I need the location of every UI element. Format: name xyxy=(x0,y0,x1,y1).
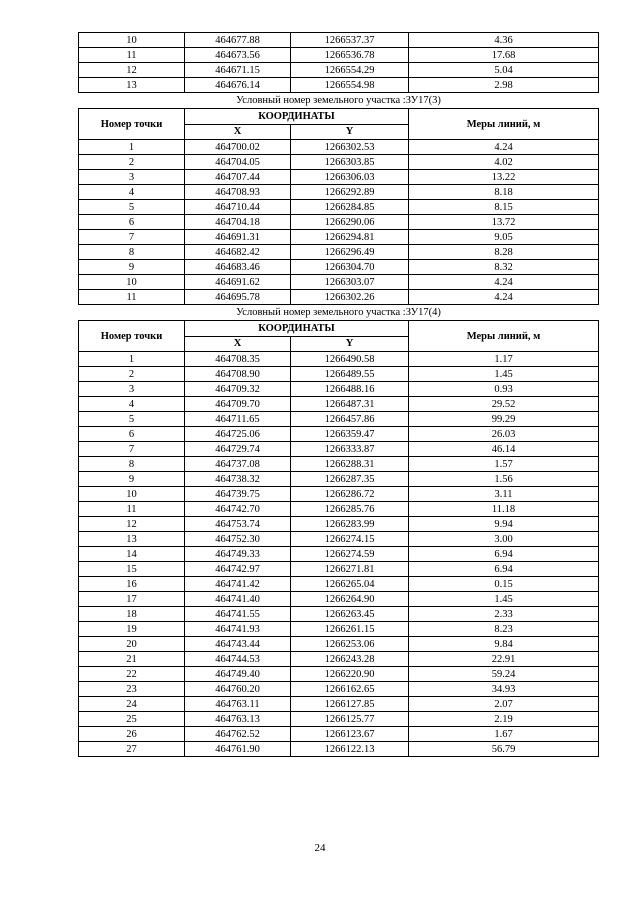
parcel3-section xyxy=(79,93,599,140)
y-coordinate-cell: 1266457.86 xyxy=(291,412,409,427)
table-row xyxy=(79,260,599,275)
line-measure-cell: 29.52 xyxy=(409,397,599,412)
x-coordinate-cell: 464749.33 xyxy=(185,547,291,562)
table-row xyxy=(79,427,599,442)
x-coordinate-cell: 464763.13 xyxy=(185,712,291,727)
point-number-cell: 24 xyxy=(79,697,185,712)
x-coordinate-cell: 464737.08 xyxy=(185,457,291,472)
line-measure-cell: 26.03 xyxy=(409,427,599,442)
x-coordinate-cell: 464741.55 xyxy=(185,607,291,622)
line-measures-header: Меры линий, м xyxy=(409,109,599,140)
x-coordinate-cell: 464708.93 xyxy=(185,185,291,200)
y-coordinate-cell: 1266288.31 xyxy=(291,457,409,472)
point-number-cell: 12 xyxy=(79,63,185,78)
point-number-cell: 4 xyxy=(79,397,185,412)
x-coordinate-cell: 464676.14 xyxy=(185,78,291,93)
point-number-cell: 20 xyxy=(79,637,185,652)
table-row xyxy=(79,140,599,155)
table-row xyxy=(79,637,599,652)
coordinates-header: КООРДИНАТЫ xyxy=(185,321,409,337)
x-coordinate-cell: 464682.42 xyxy=(185,245,291,260)
x-coordinate-cell: 464753.74 xyxy=(185,517,291,532)
x-coordinate-cell: 464708.90 xyxy=(185,367,291,382)
point-number-cell: 9 xyxy=(79,472,185,487)
table-row xyxy=(79,457,599,472)
line-measure-cell: 34.93 xyxy=(409,682,599,697)
table-row xyxy=(79,245,599,260)
table-row xyxy=(79,33,599,48)
y-coordinate-cell: 1266294.81 xyxy=(291,230,409,245)
line-measure-cell: 1.17 xyxy=(409,352,599,367)
x-coordinate-cell: 464708.35 xyxy=(185,352,291,367)
point-number-header: Номер точки xyxy=(79,321,185,352)
x-header: X xyxy=(185,124,291,140)
y-coordinate-cell: 1266274.59 xyxy=(291,547,409,562)
point-number-cell: 27 xyxy=(79,742,185,757)
point-number-cell: 8 xyxy=(79,245,185,260)
y-coordinate-cell: 1266220.90 xyxy=(291,667,409,682)
x-header: X xyxy=(185,336,291,352)
line-measure-cell: 9.84 xyxy=(409,637,599,652)
point-number-cell: 5 xyxy=(79,200,185,215)
point-number-header: Номер точки xyxy=(79,109,185,140)
x-coordinate-cell: 464707.44 xyxy=(185,170,291,185)
table-row xyxy=(79,562,599,577)
line-measure-cell: 2.33 xyxy=(409,607,599,622)
table-row xyxy=(79,592,599,607)
y-coordinate-cell: 1266537.37 xyxy=(291,33,409,48)
table-row xyxy=(79,275,599,290)
line-measure-cell: 9.05 xyxy=(409,230,599,245)
table-row xyxy=(79,215,599,230)
point-number-cell: 18 xyxy=(79,607,185,622)
line-measure-cell: 4.24 xyxy=(409,275,599,290)
x-coordinate-cell: 464749.40 xyxy=(185,667,291,682)
y-coordinate-cell: 1266359.47 xyxy=(291,427,409,442)
line-measure-cell: 22.91 xyxy=(409,652,599,667)
line-measure-cell: 8.32 xyxy=(409,260,599,275)
table-row xyxy=(79,577,599,592)
table-row xyxy=(79,185,599,200)
line-measure-cell: 17.68 xyxy=(409,48,599,63)
line-measure-cell: 4.02 xyxy=(409,155,599,170)
y-coordinate-cell: 1266304.70 xyxy=(291,260,409,275)
coordinates-table xyxy=(78,32,599,757)
x-coordinate-cell: 464709.32 xyxy=(185,382,291,397)
line-measure-cell: 1.57 xyxy=(409,457,599,472)
x-coordinate-cell: 464752.30 xyxy=(185,532,291,547)
y-coordinate-cell: 1266274.15 xyxy=(291,532,409,547)
point-number-cell: 3 xyxy=(79,382,185,397)
y-coordinate-cell: 1266290.06 xyxy=(291,215,409,230)
y-coordinate-cell: 1266536.78 xyxy=(291,48,409,63)
line-measure-cell: 6.94 xyxy=(409,562,599,577)
line-measure-cell: 1.56 xyxy=(409,472,599,487)
line-measure-cell: 3.00 xyxy=(409,532,599,547)
y-coordinate-cell: 1266271.81 xyxy=(291,562,409,577)
x-coordinate-cell: 464763.11 xyxy=(185,697,291,712)
line-measure-cell: 2.98 xyxy=(409,78,599,93)
x-coordinate-cell: 464761.90 xyxy=(185,742,291,757)
y-coordinate-cell: 1266284.85 xyxy=(291,200,409,215)
table-body-top xyxy=(79,33,599,93)
table-row xyxy=(79,487,599,502)
x-coordinate-cell: 464762.52 xyxy=(185,727,291,742)
y-coordinate-cell: 1266243.28 xyxy=(291,652,409,667)
x-coordinate-cell: 464744.53 xyxy=(185,652,291,667)
y-coordinate-cell: 1266127.85 xyxy=(291,697,409,712)
line-measure-cell: 2.19 xyxy=(409,712,599,727)
line-measure-cell: 0.15 xyxy=(409,577,599,592)
line-measure-cell: 8.23 xyxy=(409,622,599,637)
x-coordinate-cell: 464691.31 xyxy=(185,230,291,245)
y-coordinate-cell: 1266554.98 xyxy=(291,78,409,93)
line-measure-cell: 13.72 xyxy=(409,215,599,230)
y-coordinate-cell: 1266302.53 xyxy=(291,140,409,155)
line-measure-cell: 13.22 xyxy=(409,170,599,185)
x-coordinate-cell: 464710.44 xyxy=(185,200,291,215)
table-row xyxy=(79,682,599,697)
y-coordinate-cell: 1266306.03 xyxy=(291,170,409,185)
page-number: 24 xyxy=(314,842,326,854)
table-row xyxy=(79,727,599,742)
point-number-cell: 22 xyxy=(79,667,185,682)
parcel3-caption: Условный номер земельного участка :ЗУ17(3) xyxy=(79,93,599,109)
line-measure-cell: 46.14 xyxy=(409,442,599,457)
y-coordinate-cell: 1266286.72 xyxy=(291,487,409,502)
table-row xyxy=(79,170,599,185)
line-measure-cell: 2.07 xyxy=(409,697,599,712)
point-number-cell: 5 xyxy=(79,412,185,427)
x-coordinate-cell: 464725.06 xyxy=(185,427,291,442)
y-coordinate-cell: 1266264.90 xyxy=(291,592,409,607)
table-row xyxy=(79,652,599,667)
line-measure-cell: 59.24 xyxy=(409,667,599,682)
point-number-cell: 2 xyxy=(79,155,185,170)
point-number-cell: 6 xyxy=(79,215,185,230)
x-coordinate-cell: 464711.65 xyxy=(185,412,291,427)
point-number-cell: 11 xyxy=(79,48,185,63)
point-number-cell: 7 xyxy=(79,442,185,457)
line-measure-cell: 3.11 xyxy=(409,487,599,502)
table-row xyxy=(79,155,599,170)
x-coordinate-cell: 464741.42 xyxy=(185,577,291,592)
y-coordinate-cell: 1266263.45 xyxy=(291,607,409,622)
table-row xyxy=(79,78,599,93)
line-measure-cell: 4.36 xyxy=(409,33,599,48)
point-number-cell: 7 xyxy=(79,230,185,245)
x-coordinate-cell: 464683.46 xyxy=(185,260,291,275)
x-coordinate-cell: 464704.18 xyxy=(185,215,291,230)
point-number-cell: 8 xyxy=(79,457,185,472)
x-coordinate-cell: 464742.70 xyxy=(185,502,291,517)
x-coordinate-cell: 464704.05 xyxy=(185,155,291,170)
point-number-cell: 16 xyxy=(79,577,185,592)
table-row xyxy=(79,382,599,397)
y-coordinate-cell: 1266265.04 xyxy=(291,577,409,592)
point-number-cell: 3 xyxy=(79,170,185,185)
y-coordinate-cell: 1266302.26 xyxy=(291,290,409,305)
y-coordinate-cell: 1266285.76 xyxy=(291,502,409,517)
table-row xyxy=(79,397,599,412)
x-coordinate-cell: 464741.93 xyxy=(185,622,291,637)
point-number-cell: 15 xyxy=(79,562,185,577)
table-row xyxy=(79,200,599,215)
line-measure-cell: 56.79 xyxy=(409,742,599,757)
line-measure-cell: 8.15 xyxy=(409,200,599,215)
table-row xyxy=(79,442,599,457)
line-measure-cell: 11.18 xyxy=(409,502,599,517)
line-measure-cell: 9.94 xyxy=(409,517,599,532)
line-measure-cell: 1.45 xyxy=(409,592,599,607)
table-row xyxy=(79,607,599,622)
point-number-cell: 1 xyxy=(79,140,185,155)
point-number-cell: 13 xyxy=(79,78,185,93)
y-coordinate-cell: 1266487.31 xyxy=(291,397,409,412)
line-measure-cell: 5.04 xyxy=(409,63,599,78)
point-number-cell: 26 xyxy=(79,727,185,742)
y-coordinate-cell: 1266303.07 xyxy=(291,275,409,290)
x-coordinate-cell: 464673.56 xyxy=(185,48,291,63)
point-number-cell: 1 xyxy=(79,352,185,367)
y-coordinate-cell: 1266292.89 xyxy=(291,185,409,200)
y-coordinate-cell: 1266554.29 xyxy=(291,63,409,78)
point-number-cell: 4 xyxy=(79,185,185,200)
line-measure-cell: 0.93 xyxy=(409,382,599,397)
y-coordinate-cell: 1266125.77 xyxy=(291,712,409,727)
table-row xyxy=(79,667,599,682)
y-coordinate-cell: 1266283.99 xyxy=(291,517,409,532)
y-coordinate-cell: 1266162.65 xyxy=(291,682,409,697)
line-measure-cell: 4.24 xyxy=(409,290,599,305)
x-coordinate-cell: 464742.97 xyxy=(185,562,291,577)
y-header: Y xyxy=(291,336,409,352)
y-coordinate-cell: 1266287.35 xyxy=(291,472,409,487)
y-coordinate-cell: 1266122.13 xyxy=(291,742,409,757)
y-coordinate-cell: 1266253.06 xyxy=(291,637,409,652)
point-number-cell: 10 xyxy=(79,33,185,48)
y-coordinate-cell: 1266333.87 xyxy=(291,442,409,457)
x-coordinate-cell: 464700.02 xyxy=(185,140,291,155)
line-measure-cell: 1.67 xyxy=(409,727,599,742)
y-coordinate-cell: 1266123.67 xyxy=(291,727,409,742)
table-row xyxy=(79,412,599,427)
x-coordinate-cell: 464760.20 xyxy=(185,682,291,697)
table-row xyxy=(79,230,599,245)
line-measure-cell: 6.94 xyxy=(409,547,599,562)
point-number-cell: 6 xyxy=(79,427,185,442)
point-number-cell: 9 xyxy=(79,260,185,275)
x-coordinate-cell: 464677.88 xyxy=(185,33,291,48)
point-number-cell: 21 xyxy=(79,652,185,667)
parcel4-caption: Условный номер земельного участка :ЗУ17(4) xyxy=(79,305,599,321)
x-coordinate-cell: 464738.32 xyxy=(185,472,291,487)
y-coordinate-cell: 1266303.85 xyxy=(291,155,409,170)
line-measure-cell: 8.18 xyxy=(409,185,599,200)
point-number-cell: 10 xyxy=(79,275,185,290)
parcel4-rows xyxy=(79,352,599,757)
line-measure-cell: 99.29 xyxy=(409,412,599,427)
table-row xyxy=(79,517,599,532)
table-row xyxy=(79,712,599,727)
table-row xyxy=(79,352,599,367)
y-coordinate-cell: 1266261.15 xyxy=(291,622,409,637)
parcel3-rows xyxy=(79,140,599,305)
point-number-cell: 14 xyxy=(79,547,185,562)
table-row xyxy=(79,472,599,487)
y-coordinate-cell: 1266489.55 xyxy=(291,367,409,382)
table-row xyxy=(79,742,599,757)
table-row xyxy=(79,622,599,637)
table-row xyxy=(79,547,599,562)
y-coordinate-cell: 1266490.58 xyxy=(291,352,409,367)
point-number-cell: 2 xyxy=(79,367,185,382)
line-measure-cell: 4.24 xyxy=(409,140,599,155)
x-coordinate-cell: 464743.44 xyxy=(185,637,291,652)
point-number-cell: 10 xyxy=(79,487,185,502)
x-coordinate-cell: 464739.75 xyxy=(185,487,291,502)
x-coordinate-cell: 464729.74 xyxy=(185,442,291,457)
x-coordinate-cell: 464741.40 xyxy=(185,592,291,607)
line-measures-header: Меры линий, м xyxy=(409,321,599,352)
point-number-cell: 17 xyxy=(79,592,185,607)
point-number-cell: 25 xyxy=(79,712,185,727)
table-row xyxy=(79,367,599,382)
table-row xyxy=(79,502,599,517)
table-row xyxy=(79,697,599,712)
table-row xyxy=(79,48,599,63)
point-number-cell: 23 xyxy=(79,682,185,697)
table-row xyxy=(79,63,599,78)
line-measure-cell: 1.45 xyxy=(409,367,599,382)
point-number-cell: 13 xyxy=(79,532,185,547)
point-number-cell: 19 xyxy=(79,622,185,637)
parcel4-section xyxy=(79,305,599,352)
y-coordinate-cell: 1266296.49 xyxy=(291,245,409,260)
table-row xyxy=(79,290,599,305)
coordinates-header: КООРДИНАТЫ xyxy=(185,109,409,125)
y-coordinate-cell: 1266488.16 xyxy=(291,382,409,397)
point-number-cell: 11 xyxy=(79,502,185,517)
point-number-cell: 12 xyxy=(79,517,185,532)
table-row xyxy=(79,532,599,547)
x-coordinate-cell: 464695.78 xyxy=(185,290,291,305)
x-coordinate-cell: 464709.70 xyxy=(185,397,291,412)
point-number-cell: 11 xyxy=(79,290,185,305)
x-coordinate-cell: 464671.15 xyxy=(185,63,291,78)
y-header: Y xyxy=(291,124,409,140)
line-measure-cell: 8.28 xyxy=(409,245,599,260)
x-coordinate-cell: 464691.62 xyxy=(185,275,291,290)
